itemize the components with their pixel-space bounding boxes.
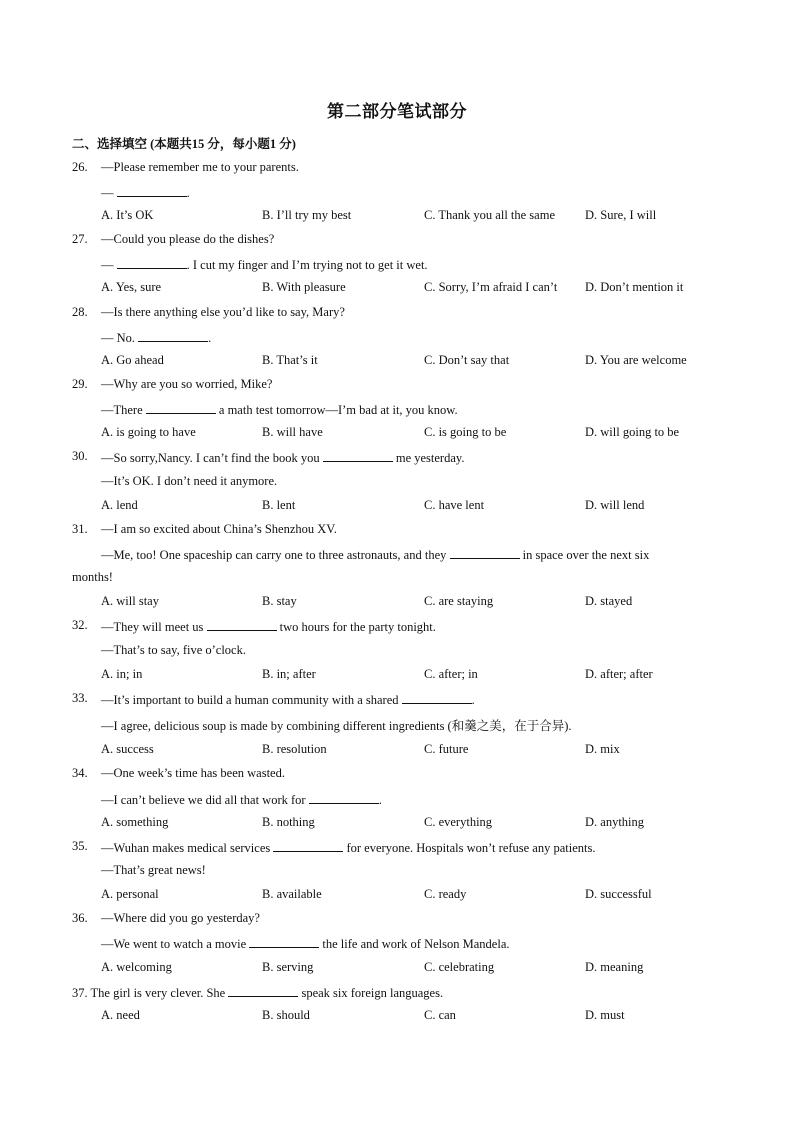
answer-option-d[interactable]: D. mix (585, 742, 620, 756)
answer-blank[interactable] (117, 256, 187, 269)
answer-option-a[interactable]: A. personal (101, 887, 159, 901)
answer-blank[interactable] (309, 791, 379, 804)
answer-option-b[interactable]: B. I’ll try my best (262, 208, 352, 222)
question-text: . (186, 186, 190, 200)
answer-option-a[interactable]: A. lend (101, 498, 138, 512)
answer-option-d[interactable]: D. after; after (585, 667, 653, 681)
answer-option-a[interactable]: A. in; in (101, 667, 143, 681)
question-line (101, 546, 649, 563)
question-text: —One week’s time has been wasted. (101, 766, 285, 780)
answer-option-c[interactable]: C. after; in (424, 667, 478, 681)
answer-option-c[interactable]: C. have lent (424, 498, 485, 512)
question-line (101, 839, 596, 856)
question-line (72, 570, 113, 585)
question-text: — (101, 186, 117, 200)
question-line (101, 305, 345, 320)
question-text: — No. (101, 331, 139, 345)
answer-option-a[interactable]: A. Yes, sure (101, 280, 162, 294)
question-text: —That’s great news! (101, 863, 206, 877)
question-text: for everyone. Hospitals won’t refuse any patients. (343, 841, 596, 855)
answer-blank[interactable] (228, 984, 298, 997)
question-number: 34. (72, 766, 88, 780)
question-text: . (378, 793, 382, 807)
question-number: 30. (72, 449, 88, 463)
question-line (101, 474, 277, 489)
question-text: two hours for the party tonight. (276, 620, 436, 634)
answer-option-c[interactable]: C. is going to be (424, 425, 507, 439)
question-number: 32. (72, 618, 88, 632)
question-text: . I cut my finger and I’m trying not to get it wet. (186, 258, 428, 272)
question-text: —Me, too! One spaceship can carry one to three astronauts, and they (101, 548, 450, 562)
question-number: 37. (72, 986, 91, 1000)
question-text: the life and work of Nelson Mandela. (319, 937, 510, 951)
question-text: me yesterday. (392, 451, 465, 465)
question-line (101, 232, 274, 247)
answer-option-b[interactable]: B. resolution (262, 742, 327, 756)
question-line (101, 935, 510, 952)
answer-blank[interactable] (138, 329, 208, 342)
answer-option-b[interactable]: B. lent (262, 498, 296, 512)
answer-option-b[interactable]: B. nothing (262, 815, 315, 829)
question-line (101, 643, 246, 658)
question-line (101, 791, 382, 808)
question-text: —Why are you so worried, Mike? (101, 377, 273, 391)
question-text: —They will meet us (101, 620, 207, 634)
answer-option-d[interactable]: D. must (585, 1008, 625, 1022)
answer-option-d[interactable]: D. Don’t mention it (585, 280, 684, 294)
answer-option-c[interactable]: C. celebrating (424, 960, 495, 974)
question-text: —Where did you go yesterday? (101, 911, 260, 925)
question-line (101, 184, 190, 201)
question-line (101, 716, 572, 734)
question-text: —It’s important to build a human community with a shared (101, 693, 402, 707)
answer-option-c[interactable]: C. ready (424, 887, 467, 901)
question-number: 27. (72, 232, 88, 246)
answer-option-a[interactable]: A. something (101, 815, 169, 829)
answer-option-d[interactable]: D. You are welcome (585, 353, 687, 367)
question-number: 31. (72, 522, 88, 536)
question-line (101, 377, 272, 392)
question-text: . (471, 693, 475, 707)
answer-option-a[interactable]: A. will stay (101, 594, 159, 608)
question-number: 28. (72, 305, 88, 319)
answer-option-c[interactable]: C. everything (424, 815, 493, 829)
question-line (101, 256, 428, 273)
question-line (101, 449, 464, 466)
question-text: —So sorry,Nancy. I can’t find the book you (101, 451, 323, 465)
answer-blank[interactable] (249, 935, 319, 948)
question-line (101, 863, 206, 878)
answer-option-c[interactable]: C. can (424, 1008, 456, 1022)
answer-option-a[interactable]: A. need (101, 1008, 140, 1022)
answer-blank[interactable] (207, 618, 277, 631)
answer-option-a[interactable]: A. is going to have (101, 425, 196, 439)
answer-option-c[interactable]: C. Don’t say that (424, 353, 510, 367)
answer-option-a[interactable]: A. It’s OK (101, 208, 154, 222)
answer-option-d[interactable]: D. will lend (585, 498, 645, 512)
answer-option-c[interactable]: C. are staying (424, 594, 494, 608)
question-text: months! (72, 570, 113, 584)
answer-option-d[interactable]: D. Sure, I will (585, 208, 657, 222)
answer-option-b[interactable]: B. That’s it (262, 353, 318, 367)
question-line (101, 766, 285, 781)
answer-option-c[interactable]: C. future (424, 742, 469, 756)
answer-option-d[interactable]: D. meaning (585, 960, 644, 974)
question-text: —Could you please do the dishes? (101, 232, 275, 246)
answer-option-a[interactable]: A. success (101, 742, 154, 756)
question-text: —There (101, 403, 146, 417)
question-text: —It’s OK. I don’t need it anymore. (101, 474, 278, 488)
answer-blank[interactable] (273, 839, 343, 852)
question-text: a math test tomorrow—I’m bad at it, you know. (215, 403, 458, 417)
question-text: —Wuhan makes medical services (101, 841, 274, 855)
answer-blank[interactable] (402, 691, 472, 704)
question-text: in space over the next six (519, 548, 650, 562)
question-text: —I am so excited about China’s Shenzhou XV. (101, 522, 337, 536)
answer-option-a[interactable]: A. welcoming (101, 960, 172, 974)
question-text: —We went to watch a movie (101, 937, 250, 951)
answer-blank[interactable] (323, 449, 393, 462)
question-line (101, 691, 475, 708)
question-line (101, 401, 458, 418)
answer-option-d[interactable]: D. will going to be (585, 425, 680, 439)
answer-option-b[interactable]: B. will have (262, 425, 323, 439)
page-title: 第二部分笔试部分 (327, 102, 467, 121)
answer-option-d[interactable]: D. stayed (585, 594, 633, 608)
question-text: —Is there anything else you’d like to say, Mary? (101, 305, 345, 319)
answer-blank[interactable] (117, 184, 187, 197)
question-number: 26. (72, 160, 88, 174)
question-text: —Please remember me to your parents. (101, 160, 299, 174)
question-text: —That’s to say, five o’clock. (101, 643, 246, 657)
answer-option-b[interactable]: B. should (262, 1008, 310, 1022)
question-number: 36. (72, 911, 88, 925)
answer-option-d[interactable]: D. anything (585, 815, 645, 829)
question-line (101, 329, 211, 346)
answer-option-c[interactable]: C. Thank you all the same (424, 208, 555, 222)
question-number: 35. (72, 839, 88, 853)
question-text: —I can’t believe we did all that work for (101, 793, 309, 807)
answer-blank[interactable] (146, 401, 216, 414)
question-text: . (208, 331, 212, 345)
question-number: 29. (72, 377, 88, 391)
answer-option-b[interactable]: B. serving (262, 960, 314, 974)
answer-blank[interactable] (450, 546, 520, 559)
answer-option-b[interactable]: B. available (262, 887, 322, 901)
answer-option-b[interactable]: B. in; after (262, 667, 316, 681)
question-text: The girl is very clever. She (90, 986, 229, 1000)
section-heading: 二、选择填空 (本题共15 分，每小题1 分) (72, 137, 296, 151)
answer-option-b[interactable]: B. stay (262, 594, 297, 608)
answer-option-c[interactable]: C. Sorry, I’m afraid I can’t (424, 280, 558, 294)
question-line (101, 522, 337, 537)
question-text: speak six foreign languages. (298, 986, 444, 1000)
question-line (101, 618, 436, 635)
question-line (101, 911, 260, 926)
answer-option-a[interactable]: A. Go ahead (101, 353, 164, 367)
question-line (101, 160, 299, 175)
question-text: —I agree, delicious soup is made by combining different ingredients (和羹之美，在于合异). (101, 719, 572, 733)
question-line (72, 984, 443, 1001)
question-number: 33. (72, 691, 88, 705)
answer-option-b[interactable]: B. With pleasure (262, 280, 346, 294)
answer-option-d[interactable]: D. successful (585, 887, 652, 901)
question-text: — (101, 258, 117, 272)
